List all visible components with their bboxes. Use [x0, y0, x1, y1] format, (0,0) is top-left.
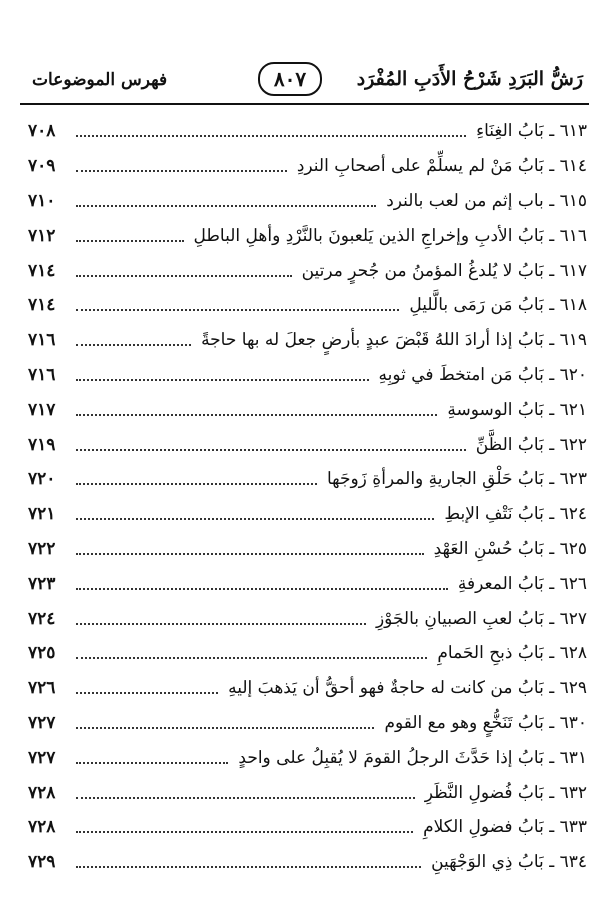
dot-leader	[76, 762, 228, 764]
toc-entry	[28, 706, 587, 741]
toc-entry-page: ٧٢٤	[28, 608, 56, 629]
page-number-badge: ٨٠٧	[258, 62, 322, 96]
toc-entry-title: ٦١٩ ـ بَابُ إذا أرادَ اللهُ قَبْضَ عبدٍ بأرضٍ جعلَ له بها حاجةً	[201, 330, 587, 351]
dot-leader	[76, 866, 421, 868]
toc-entry	[28, 775, 587, 810]
dot-leader	[76, 727, 374, 729]
toc-entry	[28, 218, 587, 253]
table-of-contents	[28, 114, 587, 880]
toc-entry	[28, 810, 587, 845]
toc-entry-title: ٦٢٤ ـ بَابُ نَتْفِ الإبطِ	[444, 504, 587, 525]
toc-entry-page: ٧١٠	[28, 190, 56, 211]
dot-leader	[76, 449, 466, 451]
toc-entry	[28, 671, 587, 706]
dot-leader	[76, 623, 366, 625]
dot-leader	[76, 414, 437, 416]
toc-entry-title: ٦١٣ ـ بَابُ الغِنَاءِ	[476, 121, 587, 142]
toc-entry-page: ٧٢٣	[28, 573, 56, 594]
dot-leader	[76, 692, 218, 694]
toc-entry-page: ٧١٦	[28, 330, 56, 351]
toc-entry	[28, 601, 587, 636]
toc-entry-page: ٧١٤	[28, 260, 56, 281]
toc-entry-page: ٧٢٧	[28, 712, 56, 733]
toc-entry	[28, 462, 587, 497]
toc-entry	[28, 636, 587, 671]
dot-leader	[76, 344, 191, 346]
dot-leader	[76, 518, 434, 520]
toc-entry	[28, 323, 587, 358]
toc-entry-title: ٦٣١ ـ بَابُ إذا حَدَّثَ الرجلُ القومَ لا يُقبِلُ على واحدٍ	[238, 747, 587, 768]
dot-leader	[76, 275, 292, 277]
toc-entry-page: ٧٢١	[28, 504, 56, 525]
toc-entry-page: ٧٢٨	[28, 782, 56, 803]
toc-entry-title: ٦٢٣ ـ بَابُ حَلْقِ الجاريةِ والمرأةِ زَوجَها	[326, 469, 587, 490]
toc-entry-page: ٧١٧	[28, 399, 56, 420]
toc-entry-title: ٦٢٢ ـ بَابُ الظَّنِّ	[475, 434, 587, 455]
toc-entry-title: ٦٢٥ ـ بَابُ حُسْنِ العَهْدِ	[433, 538, 587, 559]
running-header	[20, 58, 589, 102]
dot-leader	[76, 135, 466, 137]
dot-leader	[76, 831, 413, 833]
toc-entry-title: ٦٢٧ ـ بَابُ لعبِ الصبيانِ بالجَوْزِ	[375, 608, 587, 629]
toc-entry-page: ٧١٩	[28, 434, 56, 455]
toc-entry-title: ٦٢٩ ـ بَابُ من كانت له حاجةٌ فهو أحقُّ أن يَذهبَ إليهِ	[228, 678, 587, 699]
toc-entry-page: ٧٢٨	[28, 817, 56, 838]
toc-entry-title: ٦٢٠ ـ بَابُ مَن امتخطَ في ثوبِهِ	[378, 364, 587, 385]
header-divider	[20, 103, 589, 105]
toc-entry-title: ٦٢٦ ـ بَابُ المعرفةِ	[457, 573, 587, 594]
toc-entry-title: ٦٣٣ ـ بَابُ فضولِ الكلامِ	[423, 817, 587, 838]
toc-entry-title: ٦٣٠ ـ بَابُ تَنَخُّعٍ وهو مع القوم	[384, 712, 587, 733]
dot-leader	[76, 240, 184, 242]
toc-entry-page: ٧٢٦	[28, 678, 56, 699]
dot-leader	[76, 379, 369, 381]
section-title: فهرس الموضوعات	[32, 70, 168, 90]
dot-leader	[76, 309, 399, 311]
toc-entry	[28, 427, 587, 462]
dot-leader	[76, 588, 448, 590]
toc-entry-title: ٦١٥ ـ باب إثم من لعب بالنرد	[386, 190, 587, 211]
toc-entry-page: ٧٢٧	[28, 747, 56, 768]
toc-entry-title: ٦١٦ ـ بَابُ الأدبِ وإخراجِ الذين يَلعبونَ بالنَّرْدِ وأهلِ الباطلِ	[193, 225, 587, 246]
dot-leader	[76, 657, 427, 659]
toc-entry-page: ٧٠٨	[28, 121, 56, 142]
toc-entry-title: ٦٣٤ ـ بَابُ ذِي الوَجْهَينِ	[431, 852, 587, 873]
toc-entry	[28, 566, 587, 601]
toc-entry-page: ٧٢٩	[28, 852, 56, 873]
book-title: رَشُّ البَرَدِ شَرْحُ الأَدَبِ المُفْرَد	[356, 68, 583, 90]
toc-entry	[28, 184, 587, 219]
toc-entry	[28, 392, 587, 427]
toc-entry-page: ٧٢٥	[28, 643, 56, 664]
toc-entry	[28, 114, 587, 149]
toc-entry-page: ٧٢٢	[28, 538, 56, 559]
toc-entry-title: ٦٢٨ ـ بَابُ ذبحِ الحَمامِ	[437, 643, 587, 664]
toc-entry-page: ٧٢٠	[28, 469, 56, 490]
toc-entry	[28, 845, 587, 880]
toc-entry-page: ٧١٤	[28, 295, 56, 316]
toc-entry-title: ٦٣٢ ـ بَابُ فُضولِ النَّظَرِ	[424, 782, 587, 803]
toc-entry	[28, 497, 587, 532]
toc-entry	[28, 253, 587, 288]
toc-entry-title: ٦١٧ ـ بَابُ لا يُلدغُ المؤمنُ من جُحرٍ مرتين	[301, 260, 587, 281]
toc-entry-title: ٦١٨ ـ بَابُ مَن رَمَى بالَّليلِ	[409, 295, 587, 316]
dot-leader	[76, 205, 376, 207]
toc-entry-title: ٦١٤ ـ بَابُ مَنْ لم يسلِّمْ على أصحابِ النردِ	[296, 156, 587, 177]
toc-entry-title: ٦٢١ ـ بَابُ الوسوسةِ	[447, 399, 587, 420]
dot-leader	[76, 797, 415, 799]
toc-entry-page: ٧٠٩	[28, 156, 56, 177]
toc-entry	[28, 149, 587, 184]
toc-entry	[28, 532, 587, 567]
toc-entry	[28, 740, 587, 775]
toc-entry-page: ٧١٦	[28, 364, 56, 385]
dot-leader	[76, 553, 424, 555]
dot-leader	[76, 483, 317, 485]
toc-entry	[28, 358, 587, 393]
dot-leader	[76, 170, 287, 172]
toc-entry-page: ٧١٢	[28, 225, 56, 246]
toc-entry	[28, 288, 587, 323]
